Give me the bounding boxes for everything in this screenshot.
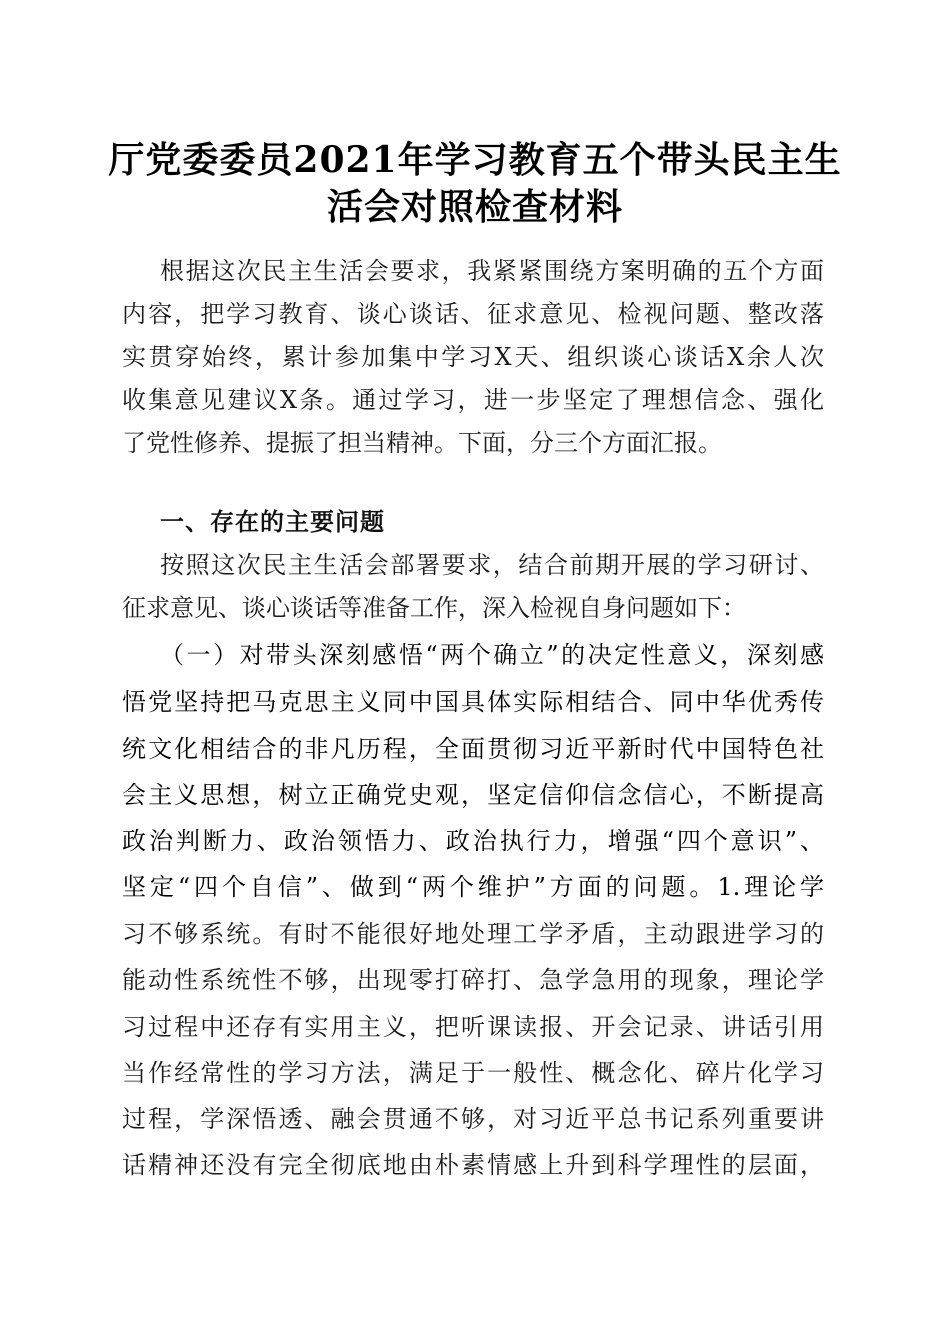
item-line: 当作经常性的学习方法，满足于一般性、概念化、碎片化学习	[122, 1059, 824, 1087]
item-line: （一）对带头深刻感悟“两个确立”的决定性意义，深刻感	[160, 641, 824, 669]
item-line: 能动性系统性不够，出现零打碎打、急学急用的现象，理论学	[122, 966, 824, 994]
item-line: 悟党坚持把马克思主义同中国具体实际相结合、同中华优秀传	[122, 688, 824, 716]
item-line: 习过程中还存有实用主义，把听课读报、开会记录、讲话引用	[122, 1013, 824, 1041]
item-line: 坚定“四个自信”、做到“两个维护”方面的问题。1.理论学	[122, 873, 824, 901]
section-intro-line: 征求意见、谈心谈话等准备工作，深入检视自身问题如下：	[122, 594, 746, 622]
item-line: 过程，学深悟透、融会贯通不够，对习近平总书记系列重要讲	[122, 1105, 824, 1133]
item-line: 统文化相结合的非凡历程，全面贯彻习近平新时代中国特色社	[122, 735, 824, 763]
intro-line: 实贯穿始终，累计参加集中学习X天、组织谈心谈话X余人次	[122, 343, 824, 371]
document-title-line-2: 活会对照检查材料	[326, 186, 623, 228]
item-line: 会主义思想，树立正确党史观，坚定信仰信念信心，不断提高	[122, 781, 824, 809]
document-title-line-1: 厅党委委员2021年学习教育五个带头民主生	[108, 139, 842, 181]
intro-line: 内容，把学习教育、谈心谈话、征求意见、检视问题、整改落	[122, 300, 824, 328]
intro-line: 根据这次民主生活会要求，我紧紧围绕方案明确的五个方面	[160, 257, 824, 285]
item-line: 政治判断力、政治领悟力、政治执行力，增强“四个意识”、	[122, 827, 824, 855]
intro-line: 收集意见建议X条。通过学习，进一步坚定了理想信念、强化	[122, 386, 824, 414]
item-line: 习不够系统。有时不能很好地处理工学矛盾，主动跟进学习的	[122, 920, 824, 948]
intro-line: 了党性修养、提振了担当精神。下面，分三个方面汇报。	[122, 429, 722, 457]
item-line: 话精神还没有完全彻底地由朴素情感上升到科学理性的层面，	[122, 1151, 824, 1179]
section-intro-line: 按照这次民主生活会部署要求，结合前期开展的学习研讨、	[160, 551, 824, 579]
section-heading: 一、存在的主要问题	[160, 508, 385, 536]
